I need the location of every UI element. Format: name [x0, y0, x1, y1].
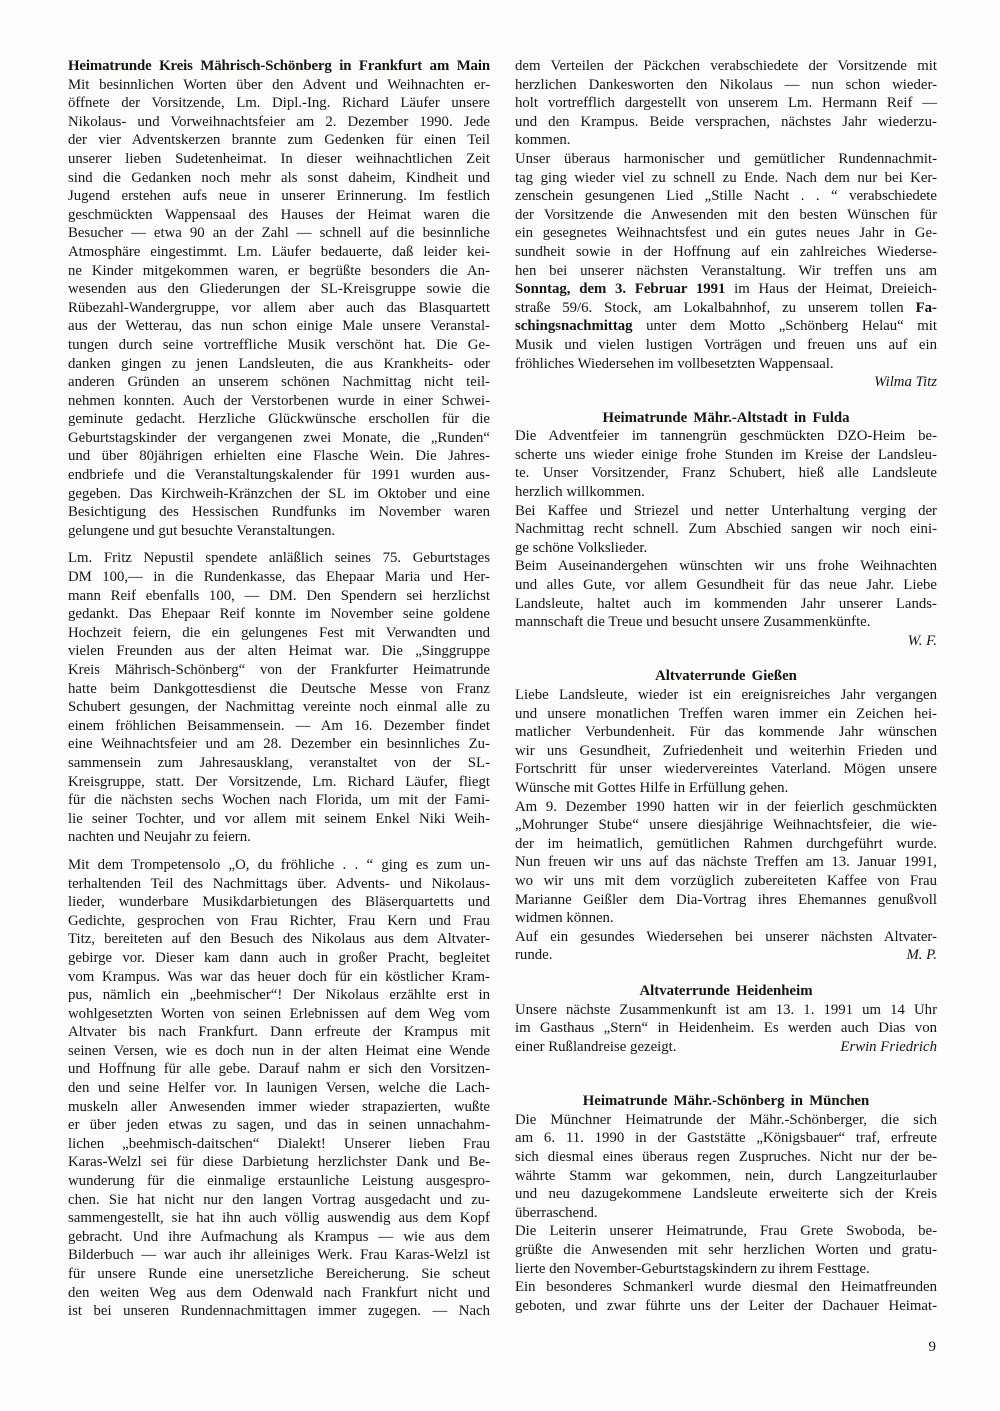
text-line: Mit besinnlichen Worten über den Advent und Weihnachten er-: [68, 76, 490, 93]
text-line: wesenden aus den Gliederungen der SL-Kreisgruppe sowie die: [68, 281, 490, 298]
text-line: Musik und vielen lustigen Vorträgen und freuen uns auf ein: [515, 336, 937, 353]
text-line: währte Stamm war gekommen, nein, durch Langzeiturlauber: [515, 1167, 937, 1184]
text-line: den weiten Weg aus dem Odenwald nach Frankfurt nicht und: [68, 1284, 490, 1301]
text: straße 59/6. Stock, am Lokalbahnhof, zu unserem tollen: [515, 299, 916, 316]
paragraph: [515, 1278, 937, 1315]
text-line: vom Krampus. Was war das heuer doch für ein köstlicher Kram-: [68, 968, 490, 985]
text: im Haus der Heimat, Dreieich-: [725, 281, 937, 298]
paragraph: [515, 1001, 937, 1057]
text-line: Landsleute, haltet auch im kommenden Jahr unserer Lands-: [515, 595, 937, 612]
text-line: wunderung für die einmalige erstaunliche Leistung ausgespro-: [68, 1173, 490, 1190]
text-line: Nun freuen wir uns auf das nächste Treffen am 13. Januar 1991,: [515, 854, 937, 871]
text-line: sind die Gedanken noch mehr als sonst daheim, Kindheit und: [68, 169, 490, 186]
text-line: scherte uns wieder einige frohe Stunden im Kreise der Landsleu-: [515, 446, 937, 463]
text-line: kommen.: [515, 132, 571, 149]
text-line: Jugend erstehen aufs neue in unserer Erinnerung. Im festlich: [68, 188, 490, 205]
text-line: wir uns Gesundheit, Zufriedenheit und weiterhin Frieden und: [515, 742, 937, 759]
text-line: Auf ein gesundes Wiedersehen bei unserer nächsten Altvater-: [515, 928, 937, 945]
text: unter dem Motto „Schönberg Helau“ mit: [632, 318, 937, 335]
text-line: Hochzeit feiern, die ein gelungenes Fest mit Verwandten und: [68, 624, 490, 641]
spacer: [515, 1056, 937, 1092]
text-line: gebracht. Und ihre Aufmachung als Krampus — wie aus dem: [68, 1228, 490, 1245]
text-line: und neu dazugekommene Landsleute erweiterte sich der Kreis: [515, 1186, 937, 1203]
text-line: für die nächsten sechs Wochen nach Florida, um mit der Fami-: [68, 792, 490, 809]
text-line: Lm. Fritz Nepustil spendete anläßlich seines 75. Geburtstages: [68, 550, 490, 567]
text-line: mannschaft die Treue und besucht unsere Zusammenkünfte.: [515, 614, 871, 631]
spacer: [515, 965, 937, 982]
text-line: hen bei unserer nächsten Veranstaltung. Wir treffen uns am: [515, 262, 937, 279]
text-line: Besichtigung des Hessischen Rundfunks im November waren: [68, 504, 490, 521]
paragraph: [515, 1222, 937, 1278]
text-line: und Hoffnung für alle gebe. Darauf nahm er sich den Vorsitzen-: [68, 1061, 490, 1078]
text-line: nehmen konnten. Auch der Verstorbenen wurde in einer Schwei-: [68, 392, 490, 409]
text-line: „Mohrunger Stube“ unsere diesjährige Weihnachtsfeier, die wie-: [515, 817, 937, 834]
text-line: gelungene und gut besuchte Veranstaltungen.: [68, 522, 336, 539]
paragraph: [515, 928, 937, 965]
text-line: Altvater bis nach Frankfurt. Dann erfreute der Krampus mit: [68, 1024, 490, 1041]
text-line: der Vorsitzende die Anwesenden mit den besten Wünschen für: [515, 206, 937, 223]
signature: Wilma Titz: [874, 374, 937, 391]
paragraph: [515, 686, 937, 798]
text-line: dem Verteilen der Päckchen verabschiedete der Vorsitzende mit: [515, 58, 937, 74]
text-line: aus der Wetterau, das nun schon einige Male unsere Veranstal-: [68, 318, 490, 335]
text-line: Wünsche mit Gottes Hilfe in Erfüllung gehen.: [515, 779, 789, 796]
text-line: hatte beim Dankgottesdienst die Deutsche Messe von Franz: [68, 680, 490, 697]
text-line: unserer lieben Sudetenheimat. In dieser weihnachtlichen Zeit: [68, 150, 490, 167]
text-line: Die Leiterin unserer Heimatrunde, Frau Grete Swoboda, be-: [515, 1223, 937, 1240]
text-line: tungen durch seine vortreffliche Musik verschönt hat. Die Ge-: [68, 336, 490, 353]
text-line: gebirge vor. Dieser kam dann auch in großer Pracht, begleitet: [68, 949, 490, 966]
bold-text: schingsnachmittag: [515, 318, 633, 335]
text-line: Bei Kaffee und Striezel und netter Unterhaltung verging der: [515, 502, 937, 519]
text-line: er über jeden etwas zu sagen, und das in seinen unnachahm-: [68, 1117, 490, 1134]
text-line: ne Kinder mitgekommen waren, er begrüßte besonders die An-: [68, 262, 490, 279]
signature: M. P.: [906, 947, 937, 964]
signature: Erwin Friedrich: [840, 1038, 937, 1055]
text-line: einem fröhlichen Beisammensein. — Am 16. Dezember findet: [68, 717, 490, 734]
text: einer Rußlandreise gezeigt.: [515, 1038, 677, 1055]
text-line: endbriefe und die Veranstaltungskalender für 1991 wurden aus-: [68, 467, 490, 484]
text-line: den und seine Helfer vor. In launigen Versen, welche die Lach-: [68, 1080, 490, 1097]
text-line: der im heimatlich, gemütlichen Rahmen durchgeführt wurde.: [515, 835, 937, 852]
text-line: ist bei unseren Rundennachmittagen immer zugegen. — Nach: [68, 1303, 490, 1320]
text-line: vielen Freunden aus der alten Heimat war. Die „Singgruppe: [68, 643, 490, 660]
text-line: ein gesegnetes Weihnachtsfest und ein gutes neues Jahr in Ge-: [515, 225, 937, 242]
text-line: fröhliches Wiedersehen im vollbesetzten Wappensaal.: [515, 355, 834, 372]
text-line: pus, nämlich ein „beehmischer“! Der Nikolaus erzählte erst in: [68, 987, 490, 1004]
right-column: [515, 57, 937, 1321]
left-column: [68, 57, 490, 1321]
text-line: eine Weihnachtsfeier und am 28. Dezember ein besinnliches Zu-: [68, 736, 490, 753]
text-line: Gedichte, gesprochen von Frau Richter, Frau Kern und Frau: [68, 912, 490, 929]
text-line: Kreisgruppe, statt. Der Vorsitzende, Lm. Richard Läufer, fliegt: [68, 773, 490, 790]
text-line: Besucher — etwa 90 an der Zahl — schnell auf die besinnliche: [68, 225, 490, 242]
text-line: danken gingen zu jenen Landsleuten, die aus Krankheits- oder: [68, 355, 490, 372]
text-line: Am 9. Dezember 1990 hatten wir in der feierlich geschmückten: [515, 798, 937, 815]
paragraph: [515, 798, 937, 928]
signature: W. F.: [907, 632, 937, 649]
text-line: geminute gedacht. Herzliche Glückwünsche erschollen für die: [68, 411, 490, 428]
text-line: te. Unser Vorsitzender, Franz Schubert, hieß alle Landsleute: [515, 465, 937, 482]
paragraph: [515, 150, 937, 373]
text-line: Unser überaus harmonischer und gemütlicher Rundennachmit-: [515, 150, 937, 167]
text-line: Die Adventfeier im tannengrün geschmückten DZO-Heim be-: [515, 428, 937, 445]
text-line: Unsere nächste Zusammenkunft ist am 13. 1. 1991 um 14 Uhr: [515, 1001, 937, 1018]
section-heading: Altvaterrunde Gießen: [655, 668, 797, 685]
section-heading: Heimatrunde Mähr.-Altstadt in Fulda: [602, 409, 850, 426]
bold-text: Fa-: [915, 299, 937, 316]
text-line: Nikolaus- und Vorweihnachtsfeier am 2. Dezember 1990. Jede: [68, 113, 490, 130]
text-line: Schubert gesungen, der Nachmittag vereinte noch einmal alle zu: [68, 699, 490, 716]
text-line: und unsere monatlichen Treffen waren immer ein Zeichen hei-: [515, 705, 937, 722]
paragraph: [515, 1111, 937, 1223]
text-line: Nachmittag recht schnell. Zum Abschied sangen wir noch eini-: [515, 521, 937, 538]
text-line: herzlich willkommen.: [515, 484, 645, 501]
text-line: Atmosphäre eingestimmt. Lm. Läufer bedauerte, daß leider kei-: [68, 243, 490, 260]
text-line: Die Münchner Heimatrunde der Mähr.-Schönberger, die sich: [515, 1111, 937, 1128]
text-line: anderen Gründen an unserem schönen Nachmittag nicht teil-: [68, 374, 490, 391]
text-line: chen. Sie hat nicht nur den langen Vortrag ausgedacht und zu-: [68, 1191, 490, 1208]
text-line: [515, 299, 937, 318]
text-line: am 6. 11. 1990 in der Gaststätte „Königsbauer“ traf, erfreute: [515, 1130, 937, 1147]
text-line: widmen können.: [515, 910, 614, 927]
text-line: wo wir uns mit dem vorzüglich zubereiteten Kaffee von Frau: [515, 872, 937, 889]
text-line: geboten, und zwar führte uns der Leiter der Dachauer Heimat-: [515, 1297, 937, 1314]
text-line: herzlichen Dankesworten den Nikolaus — nun schon wieder-: [515, 76, 937, 93]
text-line: und den Krampus. Beide versprachen, nächstes Jahr wiederzu-: [515, 113, 937, 130]
text-line: und alles Gute, vor allem Gesundheit für das neue Jahr. Liebe: [515, 577, 937, 594]
text-line: nachten und Neujahr zu feiern.: [68, 829, 251, 846]
section-heading: Altvaterrunde Heidenheim: [639, 982, 813, 999]
paragraph: [515, 502, 937, 558]
text-line: Titz, bereiteten auf den Besuch des Nikolaus aus dem Altvater-: [68, 931, 490, 948]
text-line: zenschein gesungenen Lied „Stille Nacht . . “ verabschiedete: [515, 188, 937, 205]
text-line: Geburtstagskinder der vergangenen zwei Monate, die „Runden“: [68, 429, 490, 446]
text-line: [515, 280, 937, 299]
text-line: [515, 317, 937, 336]
text-line: gegeben. Das Kirchweih-Kränzchen der SL im Oktober und eine: [68, 485, 490, 502]
spacer: [515, 392, 937, 409]
text-line: Marianne Geißler dem Dia-Vortrag ihres Ehemannes genußvoll: [515, 891, 937, 908]
section-heading: Heimatrunde Mähr.-Schönberg in München: [582, 1093, 870, 1110]
text-line: sammengestellt, sie hat ihn auch völlig auswendig aus dem Kopf: [68, 1210, 490, 1227]
text-line: Liebe Landsleute, wieder ist ein ereignisreiches Jahr vergangen: [515, 687, 937, 703]
page-number: 9: [928, 1339, 936, 1355]
text-line: sich diesmal eines überaus regen Zuspruches. Nicht nur der be-: [515, 1149, 937, 1166]
spacer: [515, 650, 937, 667]
text-line: mann Reif ebenfalls 100, — DM. Den Spendern sei herzlichst: [68, 587, 490, 604]
spacer: [68, 847, 490, 856]
paragraph: [515, 57, 937, 150]
text-line: lichen „beehmisch-daitschen“ Dialekt! Unserer lieben Frau: [68, 1135, 490, 1152]
text-line: Ein besonderes Schmankerl wurde diesmal den Heimatfreunden: [515, 1279, 937, 1296]
text-line: tag ging wieder viel zu schnell zu Ende. Nach dem nur bei Ker-: [515, 169, 937, 186]
text-line: lierte den November-Geburtstagskindern zu ihrem Festtage.: [515, 1260, 870, 1277]
section-heading: Heimatrunde Kreis Mährisch-Schönberg in Frankfurt am Main: [68, 58, 490, 74]
text-line: geschmückten Wappensaal des Hauses der Heimat waren die: [68, 206, 490, 223]
text-line: matlicher Verbundenheit. Für das kommende Jahr wünschen: [515, 724, 937, 741]
text-line: im Gasthaus „Stern“ in Heidenheim. Es werden auch Dias von: [515, 1020, 937, 1037]
paragraph: [515, 557, 937, 631]
text-line: lie seiner Tochter, und vor allem mit seinem Enkel Niki Weih-: [68, 810, 490, 827]
text-line: Bilderbuch — war auch ihr alleiniges Werk. Frau Karas-Welzl ist: [68, 1247, 490, 1264]
text: runde.: [515, 947, 553, 964]
text-line: Karas-Welzl sei für diese Darbietung herzlichster Dank und Be-: [68, 1154, 490, 1171]
paragraph: [515, 427, 937, 501]
text-line: sundheit sowie in der Hoffnung auf ein zahlreiches Wiederse-: [515, 243, 937, 260]
two-column-text-area: [68, 57, 937, 1321]
text-line-with-signature: [515, 946, 937, 965]
text-line: muskeln aller Anwesenden immer wieder strapazierten, wußte: [68, 1098, 490, 1115]
paragraph: [68, 856, 490, 1321]
text-line: grüßte die Anwesenden mit sehr herzlichen Worten und gratu-: [515, 1242, 937, 1259]
text-line: Rübezahl-Wandergruppe, vor allem aber auch das Blasquartett: [68, 299, 490, 316]
text-line: Kreis Mährisch-Schönberg“ von der Frankfurter Heimatrunde: [68, 662, 490, 678]
text-line: für unsere Runde eine unersetzliche Bereicherung. Sie scheut: [68, 1266, 490, 1282]
text-line: ge schöne Volkslieder.: [515, 539, 648, 556]
text-line: Mit dem Trompetensolo „O, du fröhliche . . “ ging es zum un-: [68, 856, 490, 873]
paragraph: [68, 76, 490, 541]
text-line: gedankt. Das Ehepaar Reif konnte im November seine goldene: [68, 606, 490, 623]
spacer: [68, 540, 490, 549]
text-line: seinen Versen, wie es doch nun in der alten Heimat eine Wende: [68, 1042, 490, 1059]
text-line: überraschend.: [515, 1204, 598, 1221]
text-line-with-signature: [515, 1038, 937, 1057]
text-line: Beim Auseinandergehen wünschten wir uns frohe Weihnachten: [515, 558, 937, 575]
text-line: wohlgesetzten Worten von seinen Erlebnissen auf dem Weg vom: [68, 1005, 490, 1022]
text-line: der vier Adventskerzen brannte zum Gedenken für einen Teil: [68, 132, 490, 149]
text-line: Fortschritt für unser wiedervereintes Vaterland. Mögen unsere: [515, 761, 937, 778]
paragraph: [68, 549, 490, 847]
text-line: und über 80jährigen erhielten eine Flasche Wein. Die Jahres-: [68, 448, 490, 465]
text-line: DM 100,— in die Rundenkasse, das Ehepaar Maria und Her-: [68, 569, 490, 586]
text-line: öffnete der Vorsitzende, Lm. Dipl.-Ing. Richard Läufer unsere: [68, 95, 490, 112]
text-line: terhaltenden Teil des Nachmittags über. Advents- und Nikolaus-: [68, 875, 490, 892]
text-line: lieder, wunderbare Musikdarbietungen des Bläserquartetts und: [68, 894, 490, 911]
text-line: sammensein zum Jahresausklang, veranstaltet von der SL-: [68, 754, 490, 771]
text-line: holt vortrefflich dargestellt von unserem Lm. Hermann Reif —: [515, 95, 937, 112]
bold-text: Sonntag, dem 3. Februar 1991: [515, 281, 726, 298]
